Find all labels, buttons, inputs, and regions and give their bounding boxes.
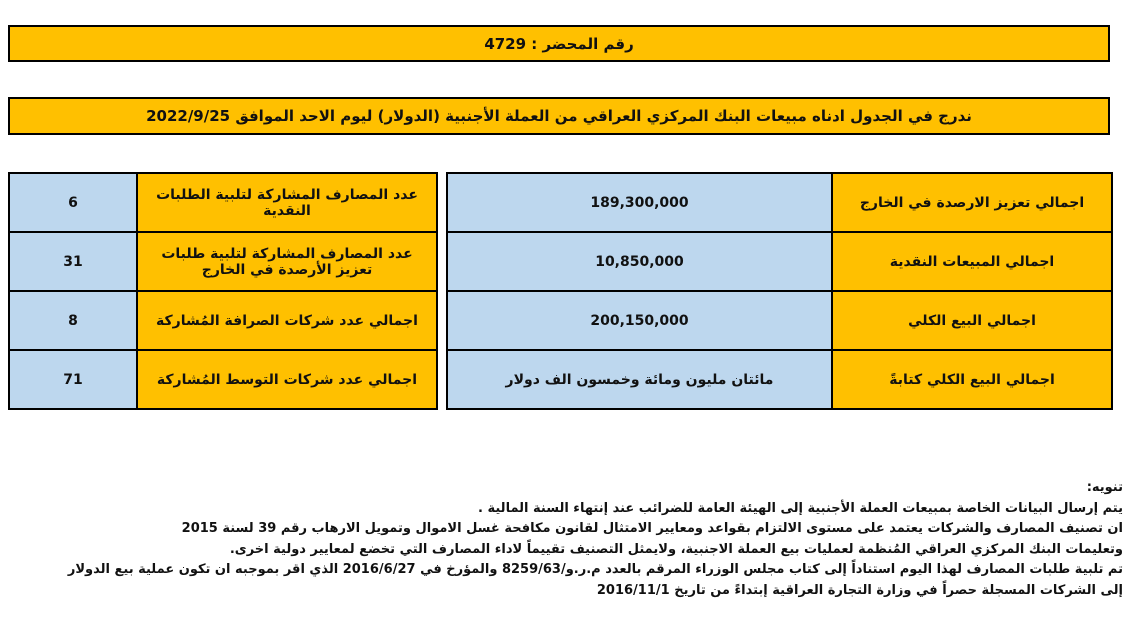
record-number-text: رقم المحضر : 4729 [484,34,634,53]
sales-value-cell: 10,850,000 [447,232,832,291]
note-line: إلى الشركات المسجلة حصراً في وزارة التجارة العراقية إبتداءً من تاريخ 2016/11/1 [596,582,1123,598]
note-line: تم تلبية طلبات المصارف لهذا اليوم استناداً إلى كتاب مجلس الوزراء المرقم بالعدد م.ر.و/8259/63 والمؤرخ في 2016/6/27 الذي اقر بموجبه ان تكون عملية بيع الدولار [67,562,1123,577]
note-line: وتعليمات البنك المركزي العراقي المُنظمة لعمليات بيع العملة الاجنبية، ولايمثل التصنيف تقييماً لاداء المصارف التي تخضع لمعايير دولية اخرى. [229,541,1123,557]
table-row [9,350,437,409]
sales-header-banner [8,97,1110,135]
notes-section [13,478,1123,601]
sales-label-cell: اجمالي البيع الكلي [832,291,1112,350]
count-value-cell: 8 [9,291,137,350]
record-number-banner [8,25,1110,62]
notes-title: تنويه: [1086,480,1123,495]
note-line: ان تصنيف المصارف والشركات يعتمد على مستوى الالتزام بقواعد ومعايير الامتثال لقانون مكافحة غسل الاموال وتمويل الارهاب رقم 39 لسنة 2015 [181,521,1123,536]
note-line: يتم إرسال البيانات الخاصة بمبيعات العملة الأجنبية إلى الهيئة العامة للضرائب عند إنتهاء السنة المالية . [478,500,1123,516]
count-label-cell: عدد المصارف المشاركة لتلبية الطلبات النقدية [137,173,437,232]
table-row [9,173,437,232]
sales-label-cell: اجمالي المبيعات النقدية [832,232,1112,291]
count-value-cell: 31 [9,232,137,291]
table-row [447,232,1112,291]
sales-header-text: ندرج في الجدول ادناه مبيعات البنك المركزي العراقي من العملة الأجنبية (الدولار) ليوم الاحد الموافق 2022/9/25 [146,107,972,125]
table-row [447,350,1112,409]
sales-value-cell: 189,300,000 [447,173,832,232]
table-row [447,173,1112,232]
count-label-cell: عدد المصارف المشاركة لتلبية طلبات تعزيز الأرصدة في الخارج [137,232,437,291]
sales-label-cell: اجمالي تعزيز الارصدة في الخارج [832,173,1112,232]
sales-totals-table [446,172,1113,410]
participants-count-table [8,172,438,410]
count-label-cell: اجمالي عدد شركات التوسط المُشاركة [137,350,437,409]
table-row [447,291,1112,350]
sales-label-cell: اجمالي البيع الكلي كتابةً [832,350,1112,409]
sales-value-cell: مائتان مليون ومائة وخمسون الف دولار [447,350,832,409]
table-row [9,232,437,291]
table-row [9,291,437,350]
count-value-cell: 6 [9,173,137,232]
count-label-cell: اجمالي عدد شركات الصرافة المُشاركة [137,291,437,350]
count-value-cell: 71 [9,350,137,409]
sales-value-cell: 200,150,000 [447,291,832,350]
